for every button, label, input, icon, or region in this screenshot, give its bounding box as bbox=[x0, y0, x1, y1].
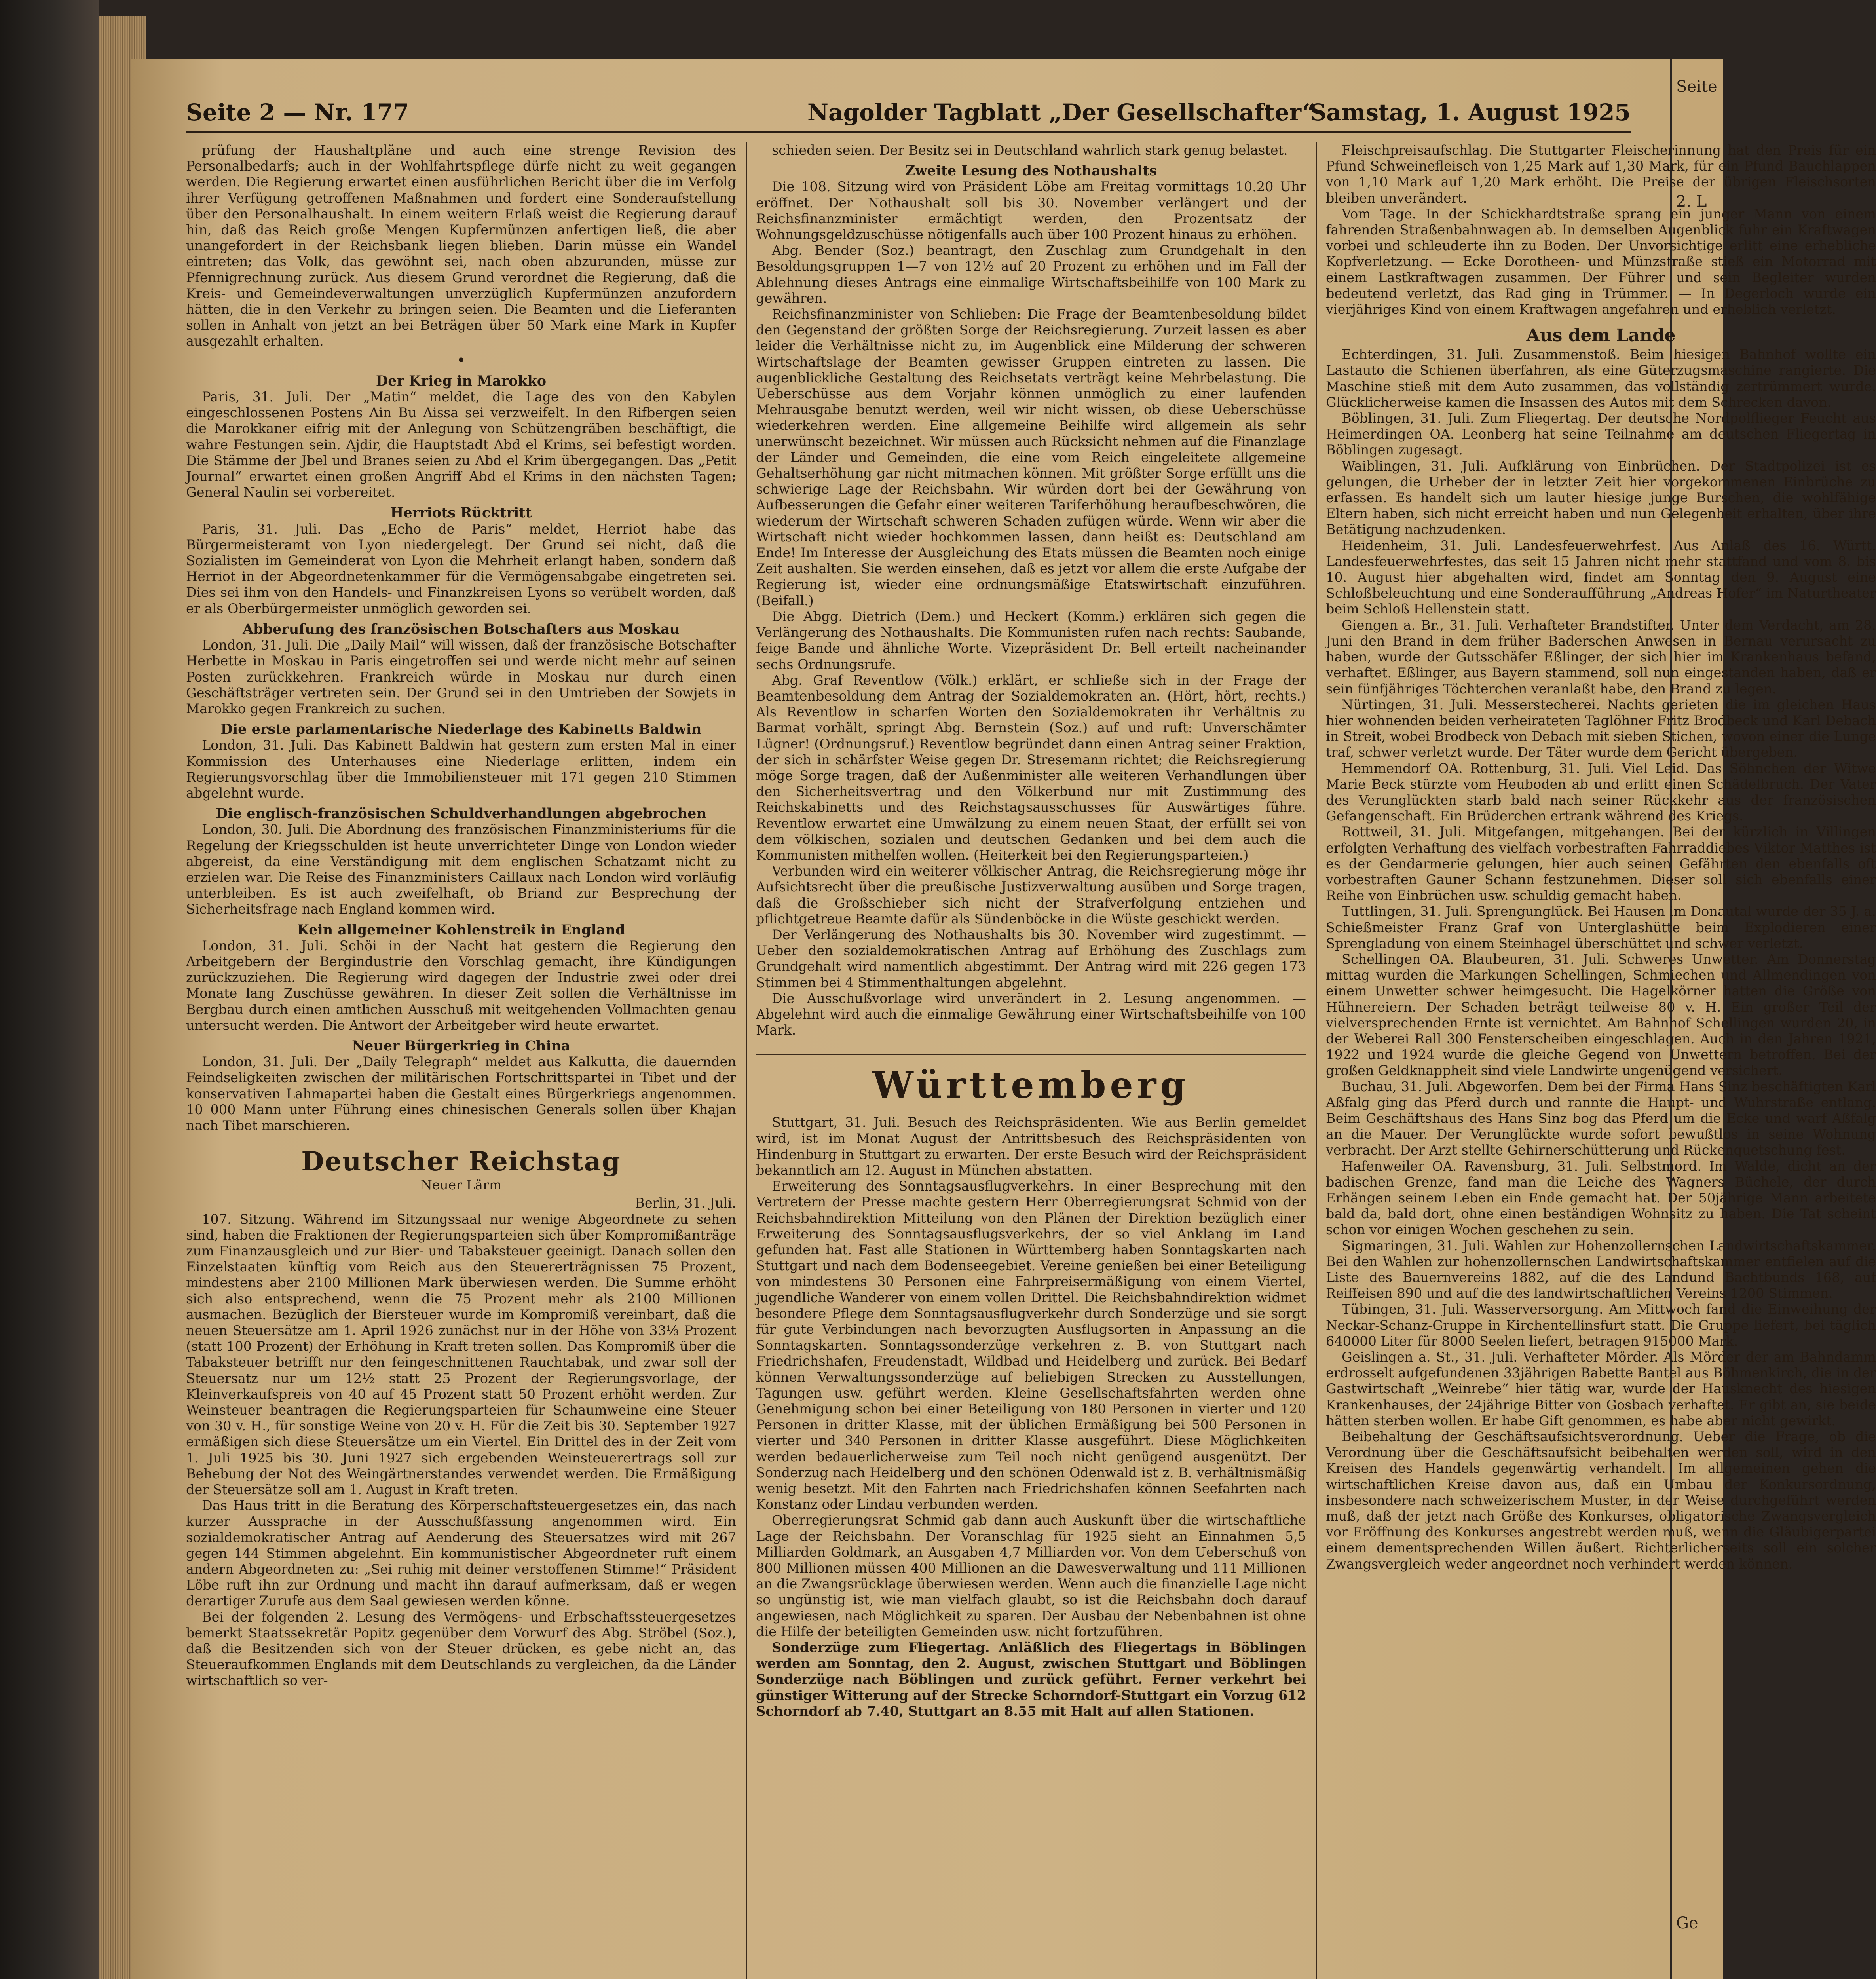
article-heading: Kein allgemeiner Kohlenstreik in England bbox=[297, 921, 625, 938]
article-text: Tübingen, 31. Juli. Wasserversorgung. Am Mittwoch fand die Einweihung der Neckar-Schanz-Gruppe in Kirchentellinsfurt statt. Die Gruppe liefert, bei täglich 640000 Liter für 8000 Seelen liefert, betragen 915000 Mark. bbox=[1326, 1301, 1876, 1349]
masthead-page-number: Seite 2 — Nr. 177 bbox=[186, 99, 409, 126]
article-text: Rottweil, 31. Juli. Mitgefangen, mitgehangen. Bei der kürzlich in Villingen erfolgten Verhaftung des vielfach vorbestraften Fahrraddiebes Viktor Matthes ist es der Gendarmerie gelungen, hier auch seinen Gefährten den ebenfalls oft vorbestraften Gauner Schann festzunehmen. Dieser soll sich ebenfalls einer Reihe von Einbrüchen usw. schuldig gemacht haben. bbox=[1326, 824, 1876, 904]
article-text: Beibehaltung der Geschäftsaufsichtsverordnung. Ueber die Frage, ob die Verordnung über die Geschäftsaufsicht beibehalten werden soll, wird in den Kreisen des Handels gegenwärtig verhandelt. Im allgemeinen gehen die wirtschaftlichen Kreise davon aus, daß ein Umbau der Konkursordnung, insbesondere nach schweizerischem Muster, in der Weise durchgeführt werden muß, daß der jetzt nach Größe des Konkurses, obligatorische Zwangsvergleich vor Eröffnung des Konkurses angestrebt werden muß, wenn die Gläubigerpartei einem dementsprechenden Willen äußert. Richterlicherseits soll ein solcher Zwangsvergleich weder angeordnet noch verhindert werden können. bbox=[1326, 1429, 1876, 1572]
article-text: Erweiterung des Sonntagsausflugverkehrs. In einer Besprechung mit den Vertretern der Presse machte gestern Herr Oberregierungsrat Schmid von der Reichsbahndirektion Mitteilung von den Plänen der Direktion bezüglich einer Erweiterung des Sonntagsausflugsverkehrs, der so viel Anklang im Land gefunden hat. Fast alle Stationen in Württemberg haben Sonntagskarten nach Stuttgart und nach dem Bodenseegebiet. Vereine genießen bei einer Beteiligung von mindestens 30 Personen eine Fahrpreisermäßigung von einem Viertel, jugendliche Wanderer von einem vollen Drittel. Die Reichsbahndirektion widmet besondere Pflege dem Sonntagsausflugverkehr durch Sonderzüge und sie sorgt für gute Verbindungen nach bevorzugten Ausflugsorten in Anpassung an die Sonntagskarten. Sonntagssonderzüge verkehren z. B. von Stuttgart nach Friedrichshafen, Freudenstadt, Wildbad und Heidelberg und zurück. Bei Bedarf können Verwaltungssonderzüge auf beliebigen Strecken zu Ausstellungen, Tagungen usw. geführt werden. Kleine Gesellschaftsfahrten werden ohne Genehmigung schon bei einer Beteiligung von 180 Personen in vierter und 120 Personen in dritter Klasse, mit der üblichen Ermäßigung bei 500 Personen in vierter und 340 Personen in dritter Klasse ausgeführt. Diese Möglichkeiten werden bedauerlicherweise zum Teil noch nicht genügend ausgenützt. Der Sonderzug nach Heidelberg und den schönen Odenwald ist z. B. verhältnismäßig wenig besetzt. Mit den Fahrten nach Friedrichshafen können Seefahrten nach Konstanz oder Lindau verbunden werden. bbox=[756, 1178, 1306, 1512]
book-binding bbox=[0, 0, 99, 1979]
article-text: schieden seien. Der Besitz sei in Deutschland wahrlich stark genug belastet. bbox=[772, 142, 1288, 158]
section-heading: Deutscher Reichstag bbox=[301, 1146, 621, 1177]
dateline: Berlin, 31. Juli. bbox=[635, 1195, 736, 1211]
article-text: Buchau, 31. Juli. Abgeworfen. Dem bei der Firma Hans Sinz beschäftigten Karl Aßfalg ging das Pferd durch und rannte die Haupt- und Wuhrstraße entlang. Beim Geschäftshaus des Hans Sinz bog das Pferd um die Ecke und warf Aßfalg an die Mauer. Der Verunglückte wurde sofort bewußtlos in seine Wohnung verbracht. Der Arzt stellte Gehirnerschütterung und Rückenquetschung fest. bbox=[1326, 1079, 1876, 1158]
masthead bbox=[186, 99, 1631, 133]
next-page-fragment: Seite 2. L Ge bbox=[1676, 78, 1717, 1932]
article-text: Die Ausschußvorlage wird unverändert in 2. Lesung angenommen. — Abgelehnt wird auch die einmalige Gewährung einer Wirtschaftsbeihilfe von 100 Mark. bbox=[756, 990, 1306, 1038]
article-text: London, 31. Juli. Der „Daily Telegraph“ meldet aus Kalkutta, die dauernden Feindseligkeiten zwischen der militärischen Fortschrittspartei in Tibet und der konservativen Lahmapartei haben die Gestalt eines Bürgerkriegs angenommen. 10 000 Mann unter Führung eines chinesischen Generals sollen über Khajan nach Tibet marschieren. bbox=[186, 1054, 736, 1133]
article-text: Abg. Bender (Soz.) beantragt, den Zuschlag zum Grundgehalt in den Besoldungsgruppen 1—7 von 12½ auf 20 Prozent zu erhöhen und im Fall der Ablehnung dieses Antrags eine einmalige Wirtschaftsbeihilfe von 100 Mark zu gewähren. bbox=[756, 243, 1306, 306]
article-text: Stuttgart, 31. Juli. Besuch des Reichspräsidenten. Wie aus Berlin gemeldet wird, ist im Monat August der Antrittsbesuch des Reichspräsidenten von Hindenburg in Stuttgart zu erwarten. Der erste Besuch wird der Reichspräsident bekanntlich am 12. August in München abstatten. bbox=[756, 1115, 1306, 1178]
article-text: Nürtingen, 31. Juli. Messerstecherei. Nachts gerieten die im gleichen Haus hier wohnenden beiden verheirateten Taglöhner Fritz Brodbeck und Karl Debach in Streit, wobei Brodbeck von Debach mit sieben Stichen, wovon einer die Lunge traf, schwer verletzt wurde. Der Täter wurde dem Gericht übergeben. bbox=[1326, 697, 1876, 760]
article-heading: Neuer Bürgerkrieg in China bbox=[352, 1037, 570, 1054]
article-text: Giengen a. Br., 31. Juli. Verhafteter Brandstifter. Unter dem Verdacht, am 28. Juni den Brand in dem früher Baderschen Anwesen in Bernau verursacht zu haben, wurde der Gutsschäfer Eßlinger, der sich hier im Krankenhaus befand, verhaftet. Eßlinger, aus Bayern stammend, soll nun eingestanden haben, daß er sein fünfjähriges Töchterchen veranlaßt habe, den Brand zu legen. bbox=[1326, 617, 1876, 697]
article-text: Echterdingen, 31. Juli. Zusammenstoß. Beim hiesigen Bahnhof wollte ein Lastauto die Schienen überfahren, als eine Güterzugsmaschine rangierte. Die Maschine stieß mit dem Auto zusammen, das vollständig zertrümmert wurde. Glücklicherweise kamen die Insassen des Autos mit dem Schrecken davon. bbox=[1326, 347, 1876, 410]
masthead-title: Nagolder Tagblatt „Der Gesellschafter“ bbox=[807, 99, 1316, 126]
masthead-date: Samstag, 1. August 1925 bbox=[1310, 99, 1631, 126]
article-heading: Zweite Lesung des Nothaushalts bbox=[905, 163, 1157, 179]
article-text: Schellingen OA. Blaubeuren, 31. Juli. Schweres Unwetter. Am Donnerstag mittag wurden die Markungen Schellingen, Schmiechen und Allmendingen von einem Unwetter schwer heimgesucht. Die Hagelkörner hatten die Größe von Hühnereiern. Der Schaden beträgt teilweise 80 v. H. Ein großer Teil der vielversprechenden Ernte ist vernichtet. Am Bahnhof Schellingen wurden 20, in der Weberei Rall 300 Fensterscheiben eingeschlagen. Auch in den Jahren 1921, 1922 und 1924 wurde die gleiche Gegend von Unwettern betroffen. Bei der großen Geldknappheit sind viele Landwirte ungenügend versichert. bbox=[1326, 951, 1876, 1079]
section-subheading: Neuer Lärm bbox=[420, 1177, 502, 1193]
article-text: Die 108. Sitzung wird von Präsident Löbe am Freitag vormittags 10.20 Uhr eröffnet. Der Nothaushalt soll bis 30. November verlängert und der Reichsfinanzminister ermächtigt werden, den Prozentsatz der Wohnungsgeldzuschüsse nötigenfalls auch über 100 Prozent hinaus zu erhöhen. bbox=[756, 179, 1306, 243]
article-text: London, 30. Juli. Die Abordnung des französischen Finanzministeriums für die Regelung der Kriegsschulden ist heute unverrichteter Dinge von London wieder abgereist, da eine Verständigung mit dem englischen Schatzamt nicht zu erzielen war. Die Reise des Finanzministers Caillaux nach London wird vorläufig unterbleiben. Es ist auch zweifelhaft, ob Briand zur Besprechung der Sicherheitsfrage nach England kommen wird. bbox=[186, 822, 736, 917]
article-text: London, 31. Juli. Die „Daily Mail“ will wissen, daß der französische Botschafter Herbette in Moskau in Paris eingetroffen sei und werde nicht mehr auf seinen Posten zurückkehren. Frankreich würde in Moskau nur durch einen Geschäftsträger vertreten sein. Der Grund sei in den Umtrieben der Sowjets in Marokko gegen Frankreich zu suchen. bbox=[186, 637, 736, 716]
article-text: Das Haus tritt in die Beratung des Körperschaftsteuergesetzes ein, das nach kurzer Aussprache in der Ausschußfassung angenommen wird. Ein sozialdemokratischer Antrag auf Aenderung des Steuersatzes wird mit 267 gegen 144 Stimmen abgelehnt. Ein kommunistischer Abgeordneter ruft einem andern Abgeordneten zu: „Sei ruhig mit deiner verstoffenen Stimme!“ Präsident Löbe ruft ihn zur Ordnung und macht ihn darauf aufmerksam, daß er wegen derartiger Zurufe aus dem Saal gewiesen werden könne. bbox=[186, 1498, 736, 1609]
separator: • bbox=[456, 351, 466, 370]
article-text: Paris, 31. Juli. Der „Matin“ meldet, die Lage des von den Kabylen eingeschlossenen Postens Ain Bu Aissa sei verzweifelt. In den Rifbergen seien die Marokkaner eifrig mit der Anlegung von Schützengräben beschäftigt, die wahre Festungen sein. Ajdir, die Hauptstadt Abd el Krims, sei befestigt worden. Die Stämme der Jbel und Branes seien zu Abd el Krim übergegangen. Das „Petit Journal“ erwartet einen großen Angriff Abd el Krims in den nächsten Tagen; General Naulin sei vorbereitet. bbox=[186, 389, 736, 500]
article-text: Fleischpreisaufschlag. Die Stuttgarter Fleischerinnung hat den Preis für ein Pfund Schweinefleisch von 1,25 Mark auf 1,30 Mark, für ein Pfund Bauchlappen von 1,10 Mark auf 1,20 Mark erhöht. Die Preise der übrigen Fleischsorten bleiben unverändert. bbox=[1326, 142, 1876, 206]
article-heading: Der Krieg in Marokko bbox=[376, 372, 547, 389]
article-heading: Die erste parlamentarische Niederlage des Kabinetts Baldwin bbox=[220, 721, 702, 738]
article-text: Der Verlängerung des Nothaushalts bis 30. November wird zugestimmt. — Ueber den sozialdemokratischen Antrag auf Erhöhung des Zuschlags zum Grundgehalt wird namentlich abgestimmt. Der Antrag wird mit 226 gegen 173 Stimmen bei 4 Stimmenthaltungen abgelehnt. bbox=[756, 927, 1306, 990]
column-2 bbox=[756, 142, 1306, 1979]
article-text: Vom Tage. In der Schickhardtstraße sprang ein junger Mann von einem fahrenden Straßenbahnwagen ab. In demselben Augenblick fuhr ein Kraftwagen vorbei und schleuderte ihn zu Boden. Der Unvorsichtige erlitt eine erhebliche Kopfverletzung. — Ecke Dorotheen- und Münzstraße stieß ein Motorrad mit einem Lastkraftwagen zusammen. Der Führer und sein Begleiter wurden bedeutend verletzt, das Rad ging in Trümmer. — In Degerloch wurde ein vierjähriges Kind von einem Kraftwagen angefahren und erheblich verletzt. bbox=[1326, 206, 1876, 317]
article-text: Waiblingen, 31. Juli. Aufklärung von Einbrüchen. Der Stadtpolizei ist es gelungen, die Urheber der in letzter Zeit hier vorgekommenen Einbrüche zu erfassen. Es handelt sich um lauter hiesige junge Burschen, die wohlfähige Eltern haben, sich nicht erreicht haben und nun Gelegenheit erhalten, über ihre Betätigung nachzudenken. bbox=[1326, 458, 1876, 537]
article-text: Sigmaringen, 31. Juli. Wahlen zur Hohenzollernschen Landwirtschaftskammer. Bei den Wahlen zur hohenzollernschen Landwirtschaftskammer entfielen auf die Liste des Bauernvereins 1882, auf die des Landund Bachtbunds 168, auf Reiffeisen 890 und auf die des landwirtschaftlichen Vereins 1200 Stimmen. bbox=[1326, 1238, 1876, 1301]
article-text: Abg. Graf Reventlow (Völk.) erklärt, er schließe sich in der Frage der Beamtenbesoldung dem Antrag der Sozialdemokraten an. (Hört, hört, rechts.) Als Reventlow in scharfen Worten den Sozialdemokraten ihr Verhältnis zu Barmat vorhält, springt Abg. Bernstein (Soz.) auf und ruft: Unverschämter Lügner! (Ordnungsruf.) Reventlow begründet dann einen Antrag seiner Fraktion, der sich in schärfster Weise gegen Dr. Stresemann richtet; die Reichsregierung möge Sorge tragen, daß der Außenminister alle weiteren Verhandlungen über den Sicherheitsvertrag und den Völkerbund nur mit Zustimmung des Reichskabinetts und des Reichstagsausschusses für Auswärtiges führe. Reventlow erwartet eine Umwälzung zu einem neuen Staat, der erfüllt sei von dem völkischen, sozialen und deutschen Gedanken und bei dem auch die Kommunisten mithelfen wollen. (Heiterkeit bei den Regierungsparteien.) bbox=[756, 672, 1306, 863]
article-text: Paris, 31. Juli. Das „Echo de Paris“ meldet, Herriot habe das Bürgermeisteramt von Lyon niedergelegt. Der Grund sei nicht, daß die Sozialisten im Gemeinderat von Lyon die Mehrheit erlangt haben, sondern daß Herriot in der Abgeordnetenkammer für die Vermögensabgabe eingetreten sei. Dies sei ihm von den Handels- und Finanzkreisen Lyons so verübelt worden, daß er als Oberbürgermeister unmöglich geworden sei. bbox=[186, 521, 736, 616]
column-1 bbox=[186, 142, 736, 1979]
article-text: Sonderzüge zum Fliegertag. Anläßlich des Fliegertags in Böblingen werden am Sonntag, den 2. August, zwischen Stuttgart und Böblingen Sonderzüge nach Böblingen und zurück geführt. Ferner verkehrt bei günstiger Witterung auf der Strecke Schorndorf-Stuttgart ein Vorzug 612 Schorndorf ab 7.40, Stuttgart an 8.55 mit Halt auf allen Stationen. bbox=[756, 1640, 1306, 1719]
article-text: Bei der folgenden 2. Lesung des Vermögens- und Erbschaftssteuergesetzes bemerkt Staatssekretär Popitz gegenüber dem Vorwurf des Abg. Ströbel (Soz.), daß die Besitzenden sich von der Steuer drücken, es gebe nicht an, das Steueraufkommen Englands mit dem Deutschlands zu vergleichen, da die Länder wirtschaftlich so ver- bbox=[186, 1609, 736, 1688]
article-text: London, 31. Juli. Schöi in der Nacht hat gestern die Regierung den Arbeitgebern der Bergindustrie den Vorschlag gemacht, ihre Kündigungen zurückzuziehen. Die Regierung wird dagegen der Industrie zwei oder drei Monate lang Zuschüsse gewähren. In dieser Zeit sollen die Verhältnisse im Bergbau durch einen amtlichen Ausschuß mit weitgehenden Vollmachten genau untersucht werden. Die Antwort der Arbeitgeber wird heute erwartet. bbox=[186, 938, 736, 1033]
article-text: Hafenweiler OA. Ravensburg, 31. Juli. Selbstmord. Im Walde, dicht an der badischen Grenze, fand man die Leiche des Wagners Büchele, der durch Erhängen seinem Leben ein Ende gemacht hat. Der 50jährige Mann arbeitete bald da, bald dort, ohne einen beständigen Wohnsitz zu haben. Die Tat scheint schon vor einigen Wochen geschehen zu sein. bbox=[1326, 1158, 1876, 1238]
article-heading: Die englisch-französischen Schuldverhandlungen abgebrochen bbox=[216, 805, 706, 822]
article-heading: Herriots Rücktritt bbox=[390, 505, 532, 521]
article-text: Reichsfinanzminister von Schlieben: Die Frage der Beamtenbesoldung bildet den Gegenstand der größten Sorge der Reichsregierung. Zurzeit lassen es aber leider die Verhältnisse nicht zu, im Augenblick eine Milderung der schweren Wirtschaftslage der Beamten gewisser Gruppen eintreten zu lassen. Die augenblickliche Gestaltung des Reichsetats verträgt keine Mehrbelastung. Die Ueberschüsse aus dem Vorjahr können unmöglich zu einer laufenden Mehrausgabe benutzt werden, weil wir nicht wissen, ob diese Ueberschüsse wiederkehren werden. Eine allgemeine Beihilfe wird allgemein als sehr unerwünscht bezeichnet. Wir müssen auch Rücksicht nehmen auf die Finanzlage der Länder und Gemeinden, die eine vom Reich eingeleitete allgemeine Gehaltserhöhung gar nicht mitmachen können. Mit größter Sorge erfüllt uns die schwierige Lage der Reichsbahn. Wir würden dort bei der Gewährung von Aufbesserungen die Gefahr einer weiteren Tariferhöhung heraufbeschwören, die wiederum der Wirtschaft schweren Schaden zufügen würde. Wenn wir aber die Wirtschaft nicht wieder hochkommen lassen, dann heißt es: Deutschland am Ende! Im Interesse der Ausgleichung des Etats müssen die Beamten noch einige Zeit aushalten. Sie werden einsehen, daß es jetzt vor allem die erste Aufgabe der Regierung ist, wieder eine ordnungsmäßige Etatswirtschaft einzuführen. (Beifall.) bbox=[756, 306, 1306, 608]
article-text: Geislingen a. St., 31. Juli. Verhafteter Mörder. Als Mörder der am Bahndamm erdrosselt aufgefundenen 33jährigen Babette Bantel aus Böhmenkirch, die in der Gastwirtschaft „Weinrebe“ hier tätig war, wurde der Hausknecht des hiesigen Krankenhauses, der 24jährige Bitter von Gosbach verhaftet. Er gibt an, sie beide hätten sterben wollen. Er habe Gift genommen, es habe aber nicht gewirkt. bbox=[1326, 1349, 1876, 1428]
column-3 bbox=[1326, 142, 1876, 1979]
section-heading-wuerttemberg: Württemberg bbox=[756, 1054, 1306, 1107]
article-text: 107. Sitzung. Während im Sitzungssaal nur wenige Abgeordnete zu sehen sind, haben die Fraktionen der Regierungsparteien sich über Kompromißanträge zum Finanzausgleich und zur Bier- und Tabaksteuer geeinigt. Danach sollen den Einzelstaaten künftig vom Reich aus den Steuererträgnissen 75 Prozent, mindestens aber 2100 Millionen Mark überwiesen werden. Die Summe erhöht sich also entsprechend, wenn die 75 Prozent mehr als 2100 Millionen ausmachen. Bezüglich der Biersteuer wurde im Kompromiß vereinbart, daß die neuen Steuersätze am 1. April 1926 zunächst nur in der Höhe von 33⅓ Prozent (statt 100 Prozent) der Erhöhung in Kraft treten sollen. Das Kompromiß über die Tabaksteuer betrifft nur den feingeschnittenen Rauchtabak, und zwar soll der Steuersatz nur um 12½ statt 25 Prozent der Regierungsvorlage, der Kleinverkaufspreis von 40 auf 45 Prozent statt 50 Prozent erhöht werden. Zur Weinsteuer beantragen die Regierungsparteien für Schaumweine eine Steuer von 30 v. H., für sonstige Weine von 20 v. H. Für die Zeit bis 30. September 1927 ermäßigen sich diese Steuersätze um ein Viertel. Ein Drittel des in der Zeit vom 1. Juli 1925 bis 30. Juni 1927 sich ergebenden Weinsteuerertrags soll zur Behebung der Not des Weingärtnerstandes verwendet werden. Die Ermäßigung der Steuersätze soll am 1. August in Kraft treten. bbox=[186, 1211, 736, 1498]
article-text: Heidenheim, 31. Juli. Landesfeuerwehrfest. Aus Anlaß des 16. Württ. Landesfeuerwehrfestes, das seit 15 Jahren nicht mehr stattfand und vom 8. bis 10. August hier abgehalten wird, findet am Sonntag den 9. August eine Schloßbeleuchtung und eine Sonderaufführung „Andreas Hofer“ im Naturtheater beim Schloß Hellenstein statt. bbox=[1326, 537, 1876, 617]
article-text: Hemmendorf OA. Rottenburg, 31. Juli. Viel Leid. Das Söhnchen der Witwe Marie Beck stürzte vom Heuboden ab und erlitt einen Schädelbruch. Der Vater des Verunglückten starb bald nach seiner Rückkehr aus der französischen Gefangenschaft. Ein Brüderchen ertrank während des Kriegs. bbox=[1326, 760, 1876, 824]
column-rule bbox=[1316, 142, 1317, 1979]
column-rule bbox=[746, 142, 747, 1979]
article-text: Die Abgg. Dietrich (Dem.) und Heckert (Komm.) erklären sich gegen die Verlängerung des Nothaushalts. Die Kommunisten rufen nach rechts: Saubande, feige Bande und ähnliche Worte. Vizepräsident Dr. Bell erteilt nacheinander sechs Ordnungsrufe. bbox=[756, 608, 1306, 672]
section-heading: Aus dem Lande bbox=[1526, 325, 1676, 346]
article-text: London, 31. Juli. Das Kabinett Baldwin hat gestern zum ersten Mal in einer Kommission des Unterhauses eine Niederlage erlitten, indem ein Regierungsvorschlag über die Immobiliensteuer mit 171 gegen 210 Stimmen abgelehnt wurde. bbox=[186, 737, 736, 801]
article-text: prüfung der Haushaltpläne und auch eine strenge Revision des Personalbedarfs; auch in der Wohlfahrtspflege dürfe nicht zu weit gegangen werden. Die Regierung erwartet einen ausführlichen Bericht über die im Verfolg ihrer Verfügung getroffenen Maßnahmen und fordert eine Sonderaufstellung über den Personalhaushalt. In einem weitern Erlaß weist die Regierung darauf hin, daß das Reich große Mengen Kupfermünzen anfertigen ließ, die aber unangefordert in der Reichsbank liegen blieben. Darin müsse ein Wandel eintreten; das Volk, das gewöhnt sei, nach oben abzurunden, müsse zur Pfennigrechnung zurück. Aus diesem Grund verordnet die Regierung, daß die Kreis- und Gemeindeverwaltungen unverzüglich Kupfermünzen anzufordern hätten, die in den Verkehr zu bringen seien. Die Beamten und die Lieferanten sollen in Anhalt von jetzt an bei Beträgen über 50 Mark eine Mark in Kupfer ausgezahlt erhalten. bbox=[186, 142, 736, 349]
article-text: Verbunden wird ein weiterer völkischer Antrag, die Reichsregierung möge ihr Aufsichtsrecht über die preußische Justizverwaltung ausüben und Sorge tragen, daß die Großschieber sich nicht der Strafverfolgung entziehen und pflichtgetreue Beamte dafür als Sündenböcke in die Wüste geschickt werden. bbox=[756, 863, 1306, 927]
article-text: Tuttlingen, 31. Juli. Sprengunglück. Bei Hausen im Donautal wurde der 35 J. a. Schießmeister Franz Graf von Unterglashütte beim Explodieren einer Sprengladung von einem Steinhagel überschüttet und schwer verletzt. bbox=[1326, 904, 1876, 951]
article-text: Böblingen, 31. Juli. Zum Fliegertag. Der deutsche Nordpolflieger Feucht aus Heimerdingen OA. Leonberg hat seine Teilnahme am deutschen Fliegertag in Böblingen zugesagt. bbox=[1326, 410, 1876, 458]
article-text: Oberregierungsrat Schmid gab dann auch Auskunft über die wirtschaftliche Lage der Reichsbahn. Der Voranschlag für 1925 sieht an Einnahmen 5,5 Milliarden Goldmark, an Ausgaben 4,7 Milliarden vor. Von dem Ueberschuß von 800 Millionen müssen 400 Millionen an die Dawesverwaltung und 111 Millionen an die Zwangsrücklage überwiesen werden. Wenn auch die finanzielle Lage nicht so ungünstig ist, wie man vielfach glaubt, so ist die Reichsbahn doch darauf angewiesen, nach Möglichkeit zu sparen. Der Ausbau der Nebenbahnen ist ohne die Hilfe der beteiligten Gemeinden usw. nicht fortzuführen. bbox=[756, 1512, 1306, 1639]
article-heading: Abberufung des französischen Botschafters aus Moskau bbox=[243, 621, 680, 637]
